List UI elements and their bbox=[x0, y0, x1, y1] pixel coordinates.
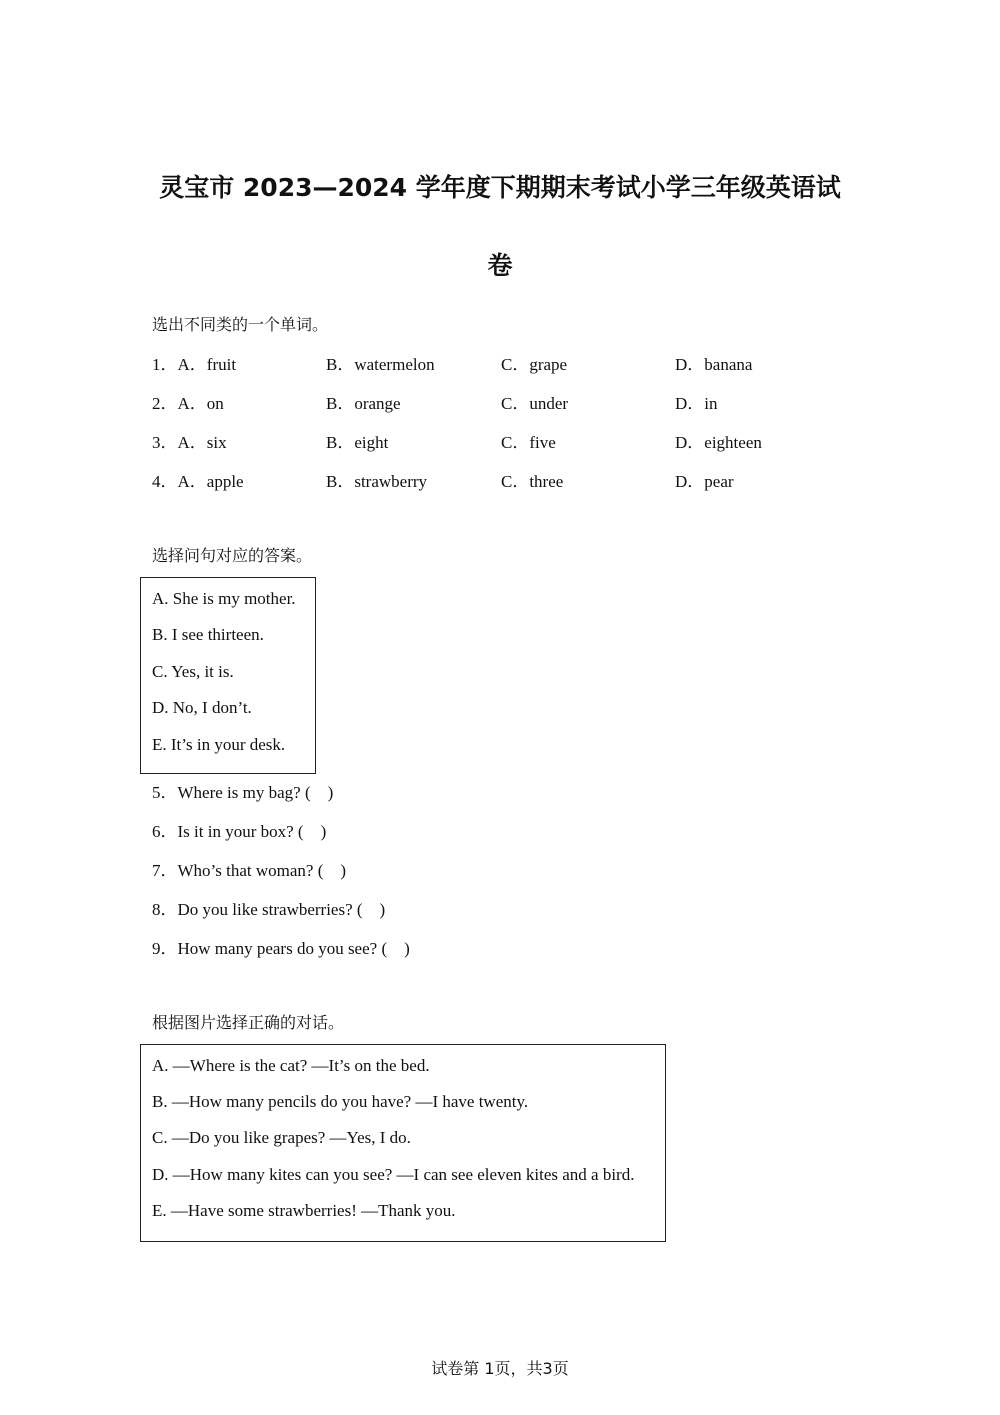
option-d: D．eighteen bbox=[675, 433, 762, 452]
option-a: 4．A．apple bbox=[152, 472, 244, 491]
answer-option: A. She is my mother. bbox=[152, 589, 296, 608]
option-d: D．in bbox=[675, 394, 718, 413]
option-b: B．eight bbox=[326, 433, 389, 452]
answer-option: E. It’s in your desk. bbox=[152, 735, 286, 754]
question-item: 9．How many pears do you see? ( ) bbox=[152, 939, 410, 958]
section-heading-match-answers: 选择问句对应的答案。 bbox=[152, 546, 313, 565]
question-row bbox=[152, 467, 852, 491]
dialogue-option: E. —Have some strawberries! —Thank you. bbox=[152, 1201, 456, 1220]
page-footer: 试卷第 1页，共3页 bbox=[431, 1359, 569, 1378]
answer-option: C. Yes, it is. bbox=[152, 662, 234, 681]
dialogue-option: D. —How many kites can you see? —I can see eleven kites and a bird. bbox=[152, 1165, 635, 1184]
option-b: B．orange bbox=[326, 394, 401, 413]
dialogue-option: C. —Do you like grapes? —Yes, I do. bbox=[152, 1128, 411, 1147]
question-item: 6．Is it in your box? ( ) bbox=[152, 822, 327, 841]
section-heading-odd-one-out: 选出不同类的一个单词。 bbox=[152, 315, 329, 334]
question-row bbox=[152, 389, 852, 413]
dialogue-options-box bbox=[140, 1044, 666, 1242]
answer-option: D. No, I don’t. bbox=[152, 698, 252, 717]
option-b: B．watermelon bbox=[326, 355, 435, 374]
page-title: 灵宝市 2023—2024 学年度下期期末考试小学三年级英语试 bbox=[159, 173, 841, 202]
option-c: C．five bbox=[501, 433, 556, 452]
answer-option: B. I see thirteen. bbox=[152, 625, 264, 644]
question-item: 8．Do you like strawberries? ( ) bbox=[152, 900, 386, 919]
question-row bbox=[152, 350, 852, 374]
option-d: D．pear bbox=[675, 472, 734, 491]
dialogue-option: B. —How many pencils do you have? —I have twenty. bbox=[152, 1092, 529, 1111]
dialogue-option: A. —Where is the cat? —It’s on the bed. bbox=[152, 1056, 430, 1075]
question-item: 5．Where is my bag? ( ) bbox=[152, 783, 334, 802]
option-c: C．three bbox=[501, 472, 564, 491]
option-c: C．grape bbox=[501, 355, 568, 374]
section-heading-picture-dialogue: 根据图片选择正确的对话。 bbox=[152, 1013, 345, 1032]
question-item: 7．Who’s that woman? ( ) bbox=[152, 861, 347, 880]
option-b: B．strawberry bbox=[326, 472, 428, 491]
option-a: 3．A．six bbox=[152, 433, 227, 452]
option-a: 1．A．fruit bbox=[152, 355, 237, 374]
option-d: D．banana bbox=[675, 355, 753, 374]
page-title-continued: 卷 bbox=[487, 251, 513, 280]
question-row bbox=[152, 428, 852, 452]
answer-options-box bbox=[140, 577, 316, 774]
option-c: C．under bbox=[501, 394, 569, 413]
option-a: 2．A．on bbox=[152, 394, 224, 413]
